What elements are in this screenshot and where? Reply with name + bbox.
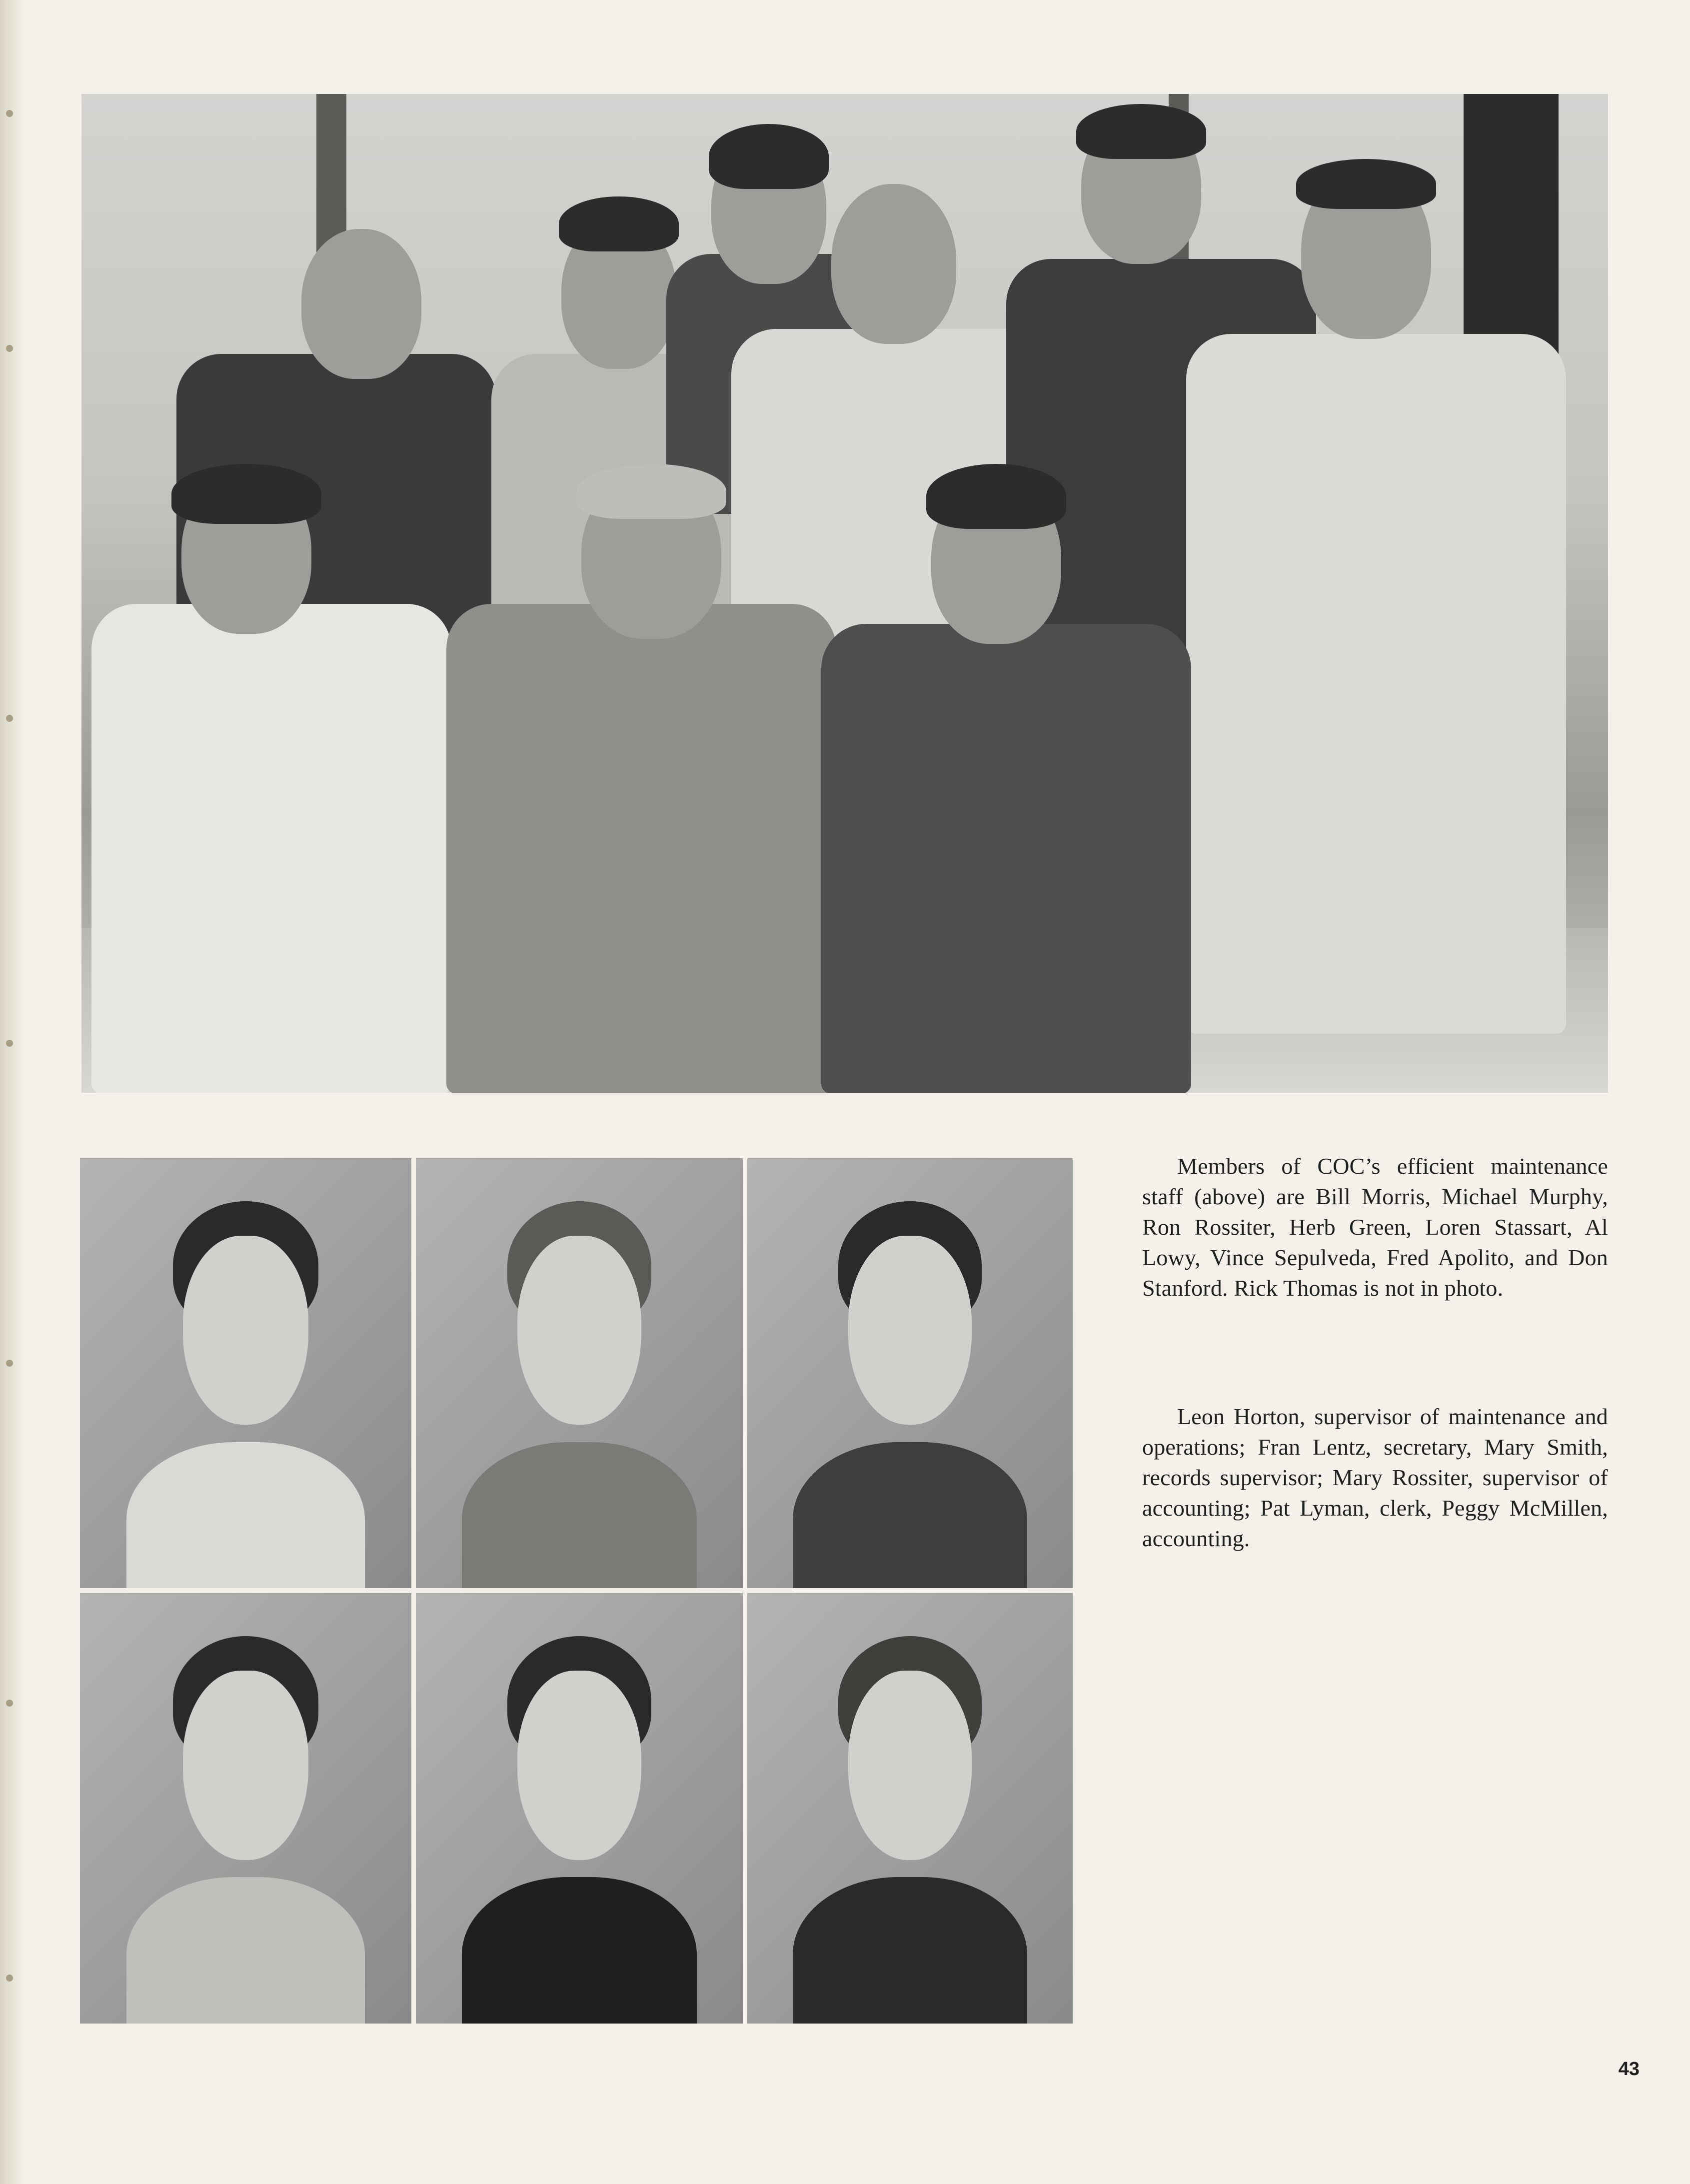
binding-hole bbox=[6, 345, 13, 352]
staff-member-hair bbox=[576, 464, 726, 519]
portrait-photo bbox=[416, 1158, 743, 1588]
portrait-photo bbox=[416, 1593, 743, 2024]
office-staff-portrait-grid bbox=[80, 1158, 1073, 2024]
staff-member-figure bbox=[1186, 334, 1566, 1034]
binding-hole bbox=[6, 1360, 13, 1367]
staff-member-hair bbox=[1076, 104, 1206, 159]
staff-member-head bbox=[301, 229, 421, 379]
office-staff-caption: Leon Horton, supervisor of maintenance and operations; Fran Lentz, secretary, Mary Smith, records supervisor; Mary Rossiter, supervisor of accounting; Pat Lyman, clerk, Peggy McMillen, accounting. bbox=[1142, 1404, 1608, 1551]
staff-member-hair bbox=[559, 196, 679, 251]
staff-member-head bbox=[831, 184, 956, 344]
maintenance-staff-group-photo bbox=[81, 94, 1608, 1093]
staff-member-figure bbox=[821, 624, 1191, 1093]
binding-hole bbox=[6, 1040, 13, 1047]
staff-member-cap bbox=[709, 124, 829, 189]
staff-member-figure bbox=[446, 604, 836, 1093]
portrait-photo bbox=[80, 1593, 411, 2024]
portrait-photo bbox=[747, 1593, 1073, 2024]
portrait-photo bbox=[80, 1158, 411, 1588]
staff-member-figure bbox=[91, 604, 451, 1093]
staff-member-hair bbox=[1296, 159, 1436, 209]
staff-photo-caption: Members of COC’s efficient maintenance staff (above) are Bill Morris, Michael Murphy, Ron Rossiter, Herb Green, Loren Stassart, Al Lowy, Vince Sepulveda, Fred Apolito, and Don Stanford. Rick Thomas is not in photo. bbox=[1142, 1153, 1608, 1301]
binding-hole bbox=[6, 715, 13, 722]
binding-hole bbox=[6, 110, 13, 117]
page-number: 43 bbox=[1618, 2059, 1640, 2080]
binding-edge bbox=[0, 0, 24, 2184]
binding-hole bbox=[6, 1975, 13, 1982]
portrait-photo bbox=[747, 1158, 1073, 1588]
staff-member-hair bbox=[926, 464, 1066, 529]
binding-hole bbox=[6, 1700, 13, 1707]
staff-member-hair bbox=[171, 464, 321, 524]
